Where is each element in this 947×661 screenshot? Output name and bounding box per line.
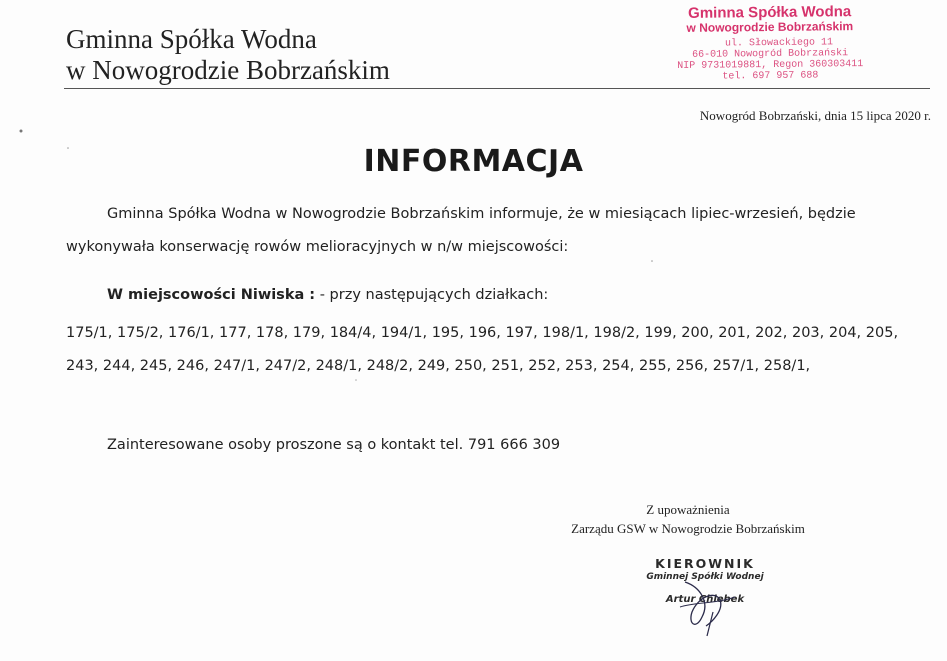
signature-authorization: Z upoważnienia — [646, 502, 730, 517]
document-date: Nowogród Bobrzański, dnia 15 lipca 2020 r. — [699, 108, 931, 123]
organization-stamp — [670, 4, 871, 83]
stamp-line-street: ul. Słowackiego 11 — [724, 37, 834, 50]
signature-board: Zarządu GSW w Nowogrodzie Bobrzańskim — [571, 521, 805, 536]
manager-stamp-name: Artur Chlebek — [665, 594, 745, 605]
organization-name: Gminna Spółka Wodna — [66, 24, 317, 54]
stamp-line-postal: 66-010 Nowogród Bobrzański — [692, 48, 849, 61]
stamp-line-name: Gminna Spółka Wodna — [688, 3, 852, 22]
document-title: INFORMACJA — [363, 144, 584, 179]
location-heading-rest: - przy następujących działkach: — [315, 287, 549, 303]
stamp-line-nip: NIP 9731019881, Regon 360303411 — [677, 59, 864, 72]
intro-line-2: wykonywała konserwację rowów melioracyjnych w n/w miejscowości: — [66, 239, 569, 255]
organization-location: w Nowogrodzie Bobrzańskim — [66, 55, 390, 85]
organization-header — [66, 24, 390, 86]
intro-line-1: Gminna Spółka Wodna w Nowogrodzie Bobrzańskim informuje, że w miesiącach lipiec-wrzesień, będzie — [107, 206, 856, 222]
stamp-line-location: w Nowogrodzie Bobrzańskim — [686, 19, 854, 35]
stamp-line-phone: tel. 697 957 688 — [722, 70, 819, 83]
location-heading — [107, 287, 548, 303]
parcels-line-1: 175/1, 175/2, 176/1, 177, 178, 179, 184/4, 194/1, 195, 196, 197, 198/1, 198/2, 199, 200, 201, 202, 203, 204, 205, — [66, 325, 899, 341]
signature-block — [553, 500, 823, 538]
parcels-line-2: 243, 244, 245, 246, 247/1, 247/2, 248/1, 248/2, 249, 250, 251, 252, 253, 254, 255, 256, 257/1, 258/1, — [66, 358, 811, 374]
handwritten-signature — [640, 552, 760, 642]
manager-stamp-title: KIEROWNIK — [655, 556, 755, 571]
manager-stamp-org: Gminnej Spółki Wodnej — [646, 572, 764, 582]
header-divider — [64, 88, 930, 89]
contact-line: Zainteresowane osoby proszone są o kontakt tel. 791 666 309 — [107, 437, 561, 453]
location-name: W miejscowości Niwiska : — [107, 287, 316, 303]
